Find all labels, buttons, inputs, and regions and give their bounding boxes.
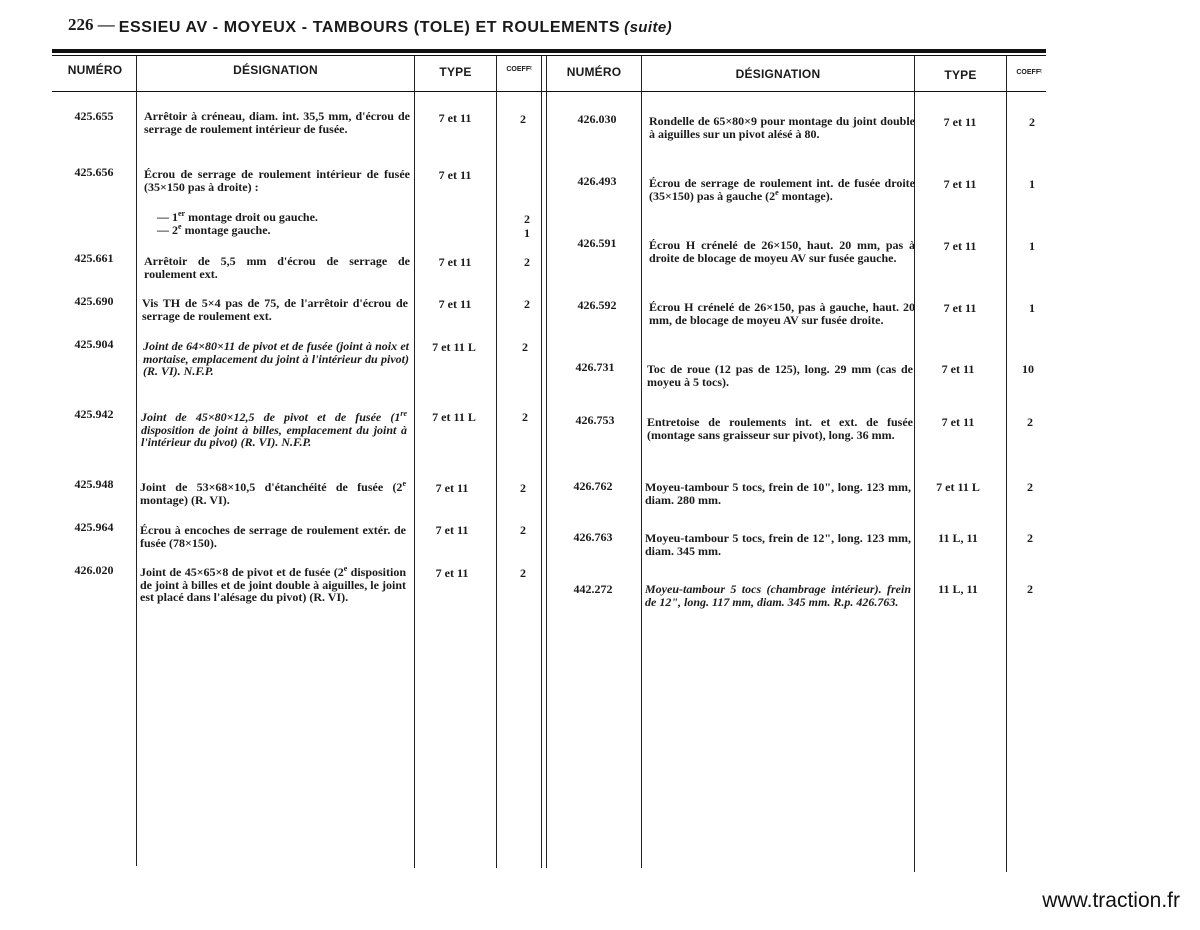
part-description: Joint de 64×80×11 de pivot et de fusée (joint à noix et mortaise, emplacement du joint à l'intérieur du pivot) (R. VI). N.F.P.: [143, 339, 409, 379]
part-description: Joint de 53×68×10,5 d'étanchéité de fusée (2e montage) (R. VI).: [140, 479, 406, 507]
part-description: Écrou de serrage de roulement int. de fusée droite (35×150) pas à gauche (2e montage).: [649, 176, 915, 203]
column-header-rule: [52, 91, 1046, 92]
part-number: 426.020: [74, 563, 114, 577]
part-coeff: 2: [520, 481, 526, 495]
header-rule-thin: [52, 55, 1046, 56]
part-number: 425.904: [74, 337, 114, 351]
column-divider: [546, 56, 547, 868]
col-header-numero-right: NUMÉRO: [566, 65, 622, 79]
part-description: Joint de 45×80×12,5 de pivot et de fusée (1re disposition de joint à billes, emplacement du joint à l'intérieur du pivot) (R. VI). N.F.P.: [141, 409, 407, 450]
part-number: 442.272: [573, 582, 613, 596]
part-type: 7 et 11: [435, 523, 469, 537]
col-header-coeff-left: COEFFᵗ: [506, 66, 532, 73]
column-divider: [541, 56, 542, 868]
header-rule-thick: [52, 49, 1046, 53]
part-number: 426.762: [573, 479, 613, 493]
part-description: Joint de 45×65×8 de pivot et de fusée (2e disposition de joint à billes et de joint double à aiguilles, le joint est placé dans l'alésage du pivot) (R. VI).: [140, 564, 406, 605]
part-coeff: 2: [524, 212, 530, 226]
part-number: 425.948: [74, 477, 114, 491]
part-type: 7 et 11: [435, 566, 469, 580]
part-type: 7 et 11: [438, 111, 472, 125]
col-header-designation-right: DÉSIGNATION: [735, 67, 821, 81]
part-coeff: 1: [524, 226, 530, 240]
part-number: 425.942: [74, 407, 114, 421]
part-description: Écrou H crénelé de 26×150, haut. 20 mm, pas à droite de blocage de moyeu AV sur fusée gauche.: [649, 238, 915, 265]
part-coeff: 1: [1029, 239, 1035, 253]
part-description: Arrêtoir de 5,5 mm d'écrou de serrage de roulement ext.: [144, 254, 410, 281]
part-variant-line: — 2e montage gauche.: [157, 222, 271, 237]
part-description: Vis TH de 5×4 pas de 75, de l'arrêtoir d'écrou de serrage de roulement ext.: [142, 296, 408, 323]
part-type: 11 L, 11: [938, 531, 978, 545]
part-type: 11 L, 11: [938, 582, 978, 596]
part-number: 426.493: [577, 174, 617, 188]
part-description: Arrêtoir à créneau, diam. int. 35,5 mm, d'écrou de serrage de roulement intérieur de fusée.: [144, 109, 410, 136]
part-coeff: 2: [522, 340, 528, 354]
part-type: 7 et 11: [943, 301, 977, 315]
part-coeff: 1: [1029, 301, 1035, 315]
part-description: Moyeu-tambour 5 tocs, frein de 10", long. 123 mm, diam. 280 mm.: [645, 480, 911, 507]
part-type: 7 et 11: [941, 362, 975, 376]
part-description: Rondelle de 65×80×9 pour montage du joint double à aiguilles sur un pivot alésé à 80.: [649, 114, 915, 141]
part-type: 7 et 11: [943, 177, 977, 191]
part-coeff: 2: [520, 566, 526, 580]
page-header: [68, 17, 672, 37]
part-coeff: 10: [1022, 362, 1034, 376]
column-divider: [1006, 56, 1007, 872]
part-number: 426.763: [573, 530, 613, 544]
part-number: 426.591: [577, 236, 617, 250]
col-header-numero-left: NUMÉRO: [67, 63, 123, 77]
col-header-type-left: TYPE: [439, 65, 472, 79]
part-number: 426.030: [577, 112, 617, 126]
part-coeff: 2: [522, 410, 528, 424]
page-number: 226 —: [68, 15, 115, 34]
part-description: Écrou à encoches de serrage de roulement extér. de fusée (78×150).: [140, 523, 406, 550]
part-description: Moyeu-tambour 5 tocs (chambrage intérieur). frein de 12", long. 117 mm, diam. 345 mm. R.p. 426.763.: [645, 582, 911, 609]
part-number: 426.753: [575, 413, 615, 427]
part-type: 7 et 11: [438, 297, 472, 311]
part-description: Toc de roue (12 pas de 125), long. 29 mm (cas de moyeu à 5 tocs).: [647, 362, 913, 389]
watermark-url: www.traction.fr: [1042, 889, 1180, 912]
page-title: ESSIEU AV - MOYEUX - TAMBOURS (TOLE) ET ROULEMENTS: [118, 19, 621, 36]
part-type: 7 et 11: [943, 239, 977, 253]
part-description: Écrou H crénelé de 26×150, pas à gauche, haut. 20 mm, de blocage de moyeu AV sur fusée droite.: [649, 300, 915, 327]
part-number: 425.656: [74, 165, 114, 179]
part-coeff: 2: [1027, 415, 1033, 429]
part-number: 425.964: [74, 520, 114, 534]
part-number: 425.661: [74, 251, 114, 265]
part-type: 7 et 11: [941, 415, 975, 429]
part-type: 7 et 11: [435, 481, 469, 495]
part-coeff: 2: [1027, 480, 1033, 494]
part-type: 7 et 11: [438, 168, 472, 182]
part-coeff: 2: [1029, 115, 1035, 129]
part-description: Moyeu-tambour 5 tocs, frein de 12", long. 123 mm, diam. 345 mm.: [645, 531, 911, 558]
part-type: 7 et 11 L: [432, 410, 476, 424]
part-type: 7 et 11: [943, 115, 977, 129]
part-number: 426.592: [577, 298, 617, 312]
part-type: 7 et 11 L: [936, 480, 980, 494]
part-type: 7 et 11: [438, 255, 472, 269]
col-header-type-right: TYPE: [944, 68, 977, 82]
part-number: 426.731: [575, 360, 615, 374]
col-header-designation-left: DÉSIGNATION: [233, 63, 318, 77]
part-number: 425.690: [74, 294, 114, 308]
page-title-suite: (suite): [624, 19, 672, 36]
column-divider: [496, 56, 497, 868]
column-divider: [641, 56, 642, 868]
part-variant-line: — 1er montage droit ou gauche.: [157, 209, 318, 224]
part-number: 425.655: [74, 109, 114, 123]
part-coeff: 2: [524, 255, 530, 269]
part-coeff: 2: [1027, 531, 1033, 545]
part-coeff: 2: [520, 112, 526, 126]
part-type: 7 et 11 L: [432, 340, 476, 354]
column-divider: [136, 56, 137, 866]
part-description: Entretoise de roulements int. et ext. de fusée (montage sans graisseur sur pivot), long. 36 mm.: [647, 415, 913, 442]
col-header-coeff-right: COEFFᵗ: [1016, 69, 1042, 76]
part-coeff: 2: [1027, 582, 1033, 596]
part-coeff: 2: [524, 297, 530, 311]
part-description: Écrou de serrage de roulement intérieur de fusée (35×150 pas à droite) :: [144, 167, 410, 194]
part-coeff: 1: [1029, 177, 1035, 191]
part-coeff: 2: [520, 523, 526, 537]
